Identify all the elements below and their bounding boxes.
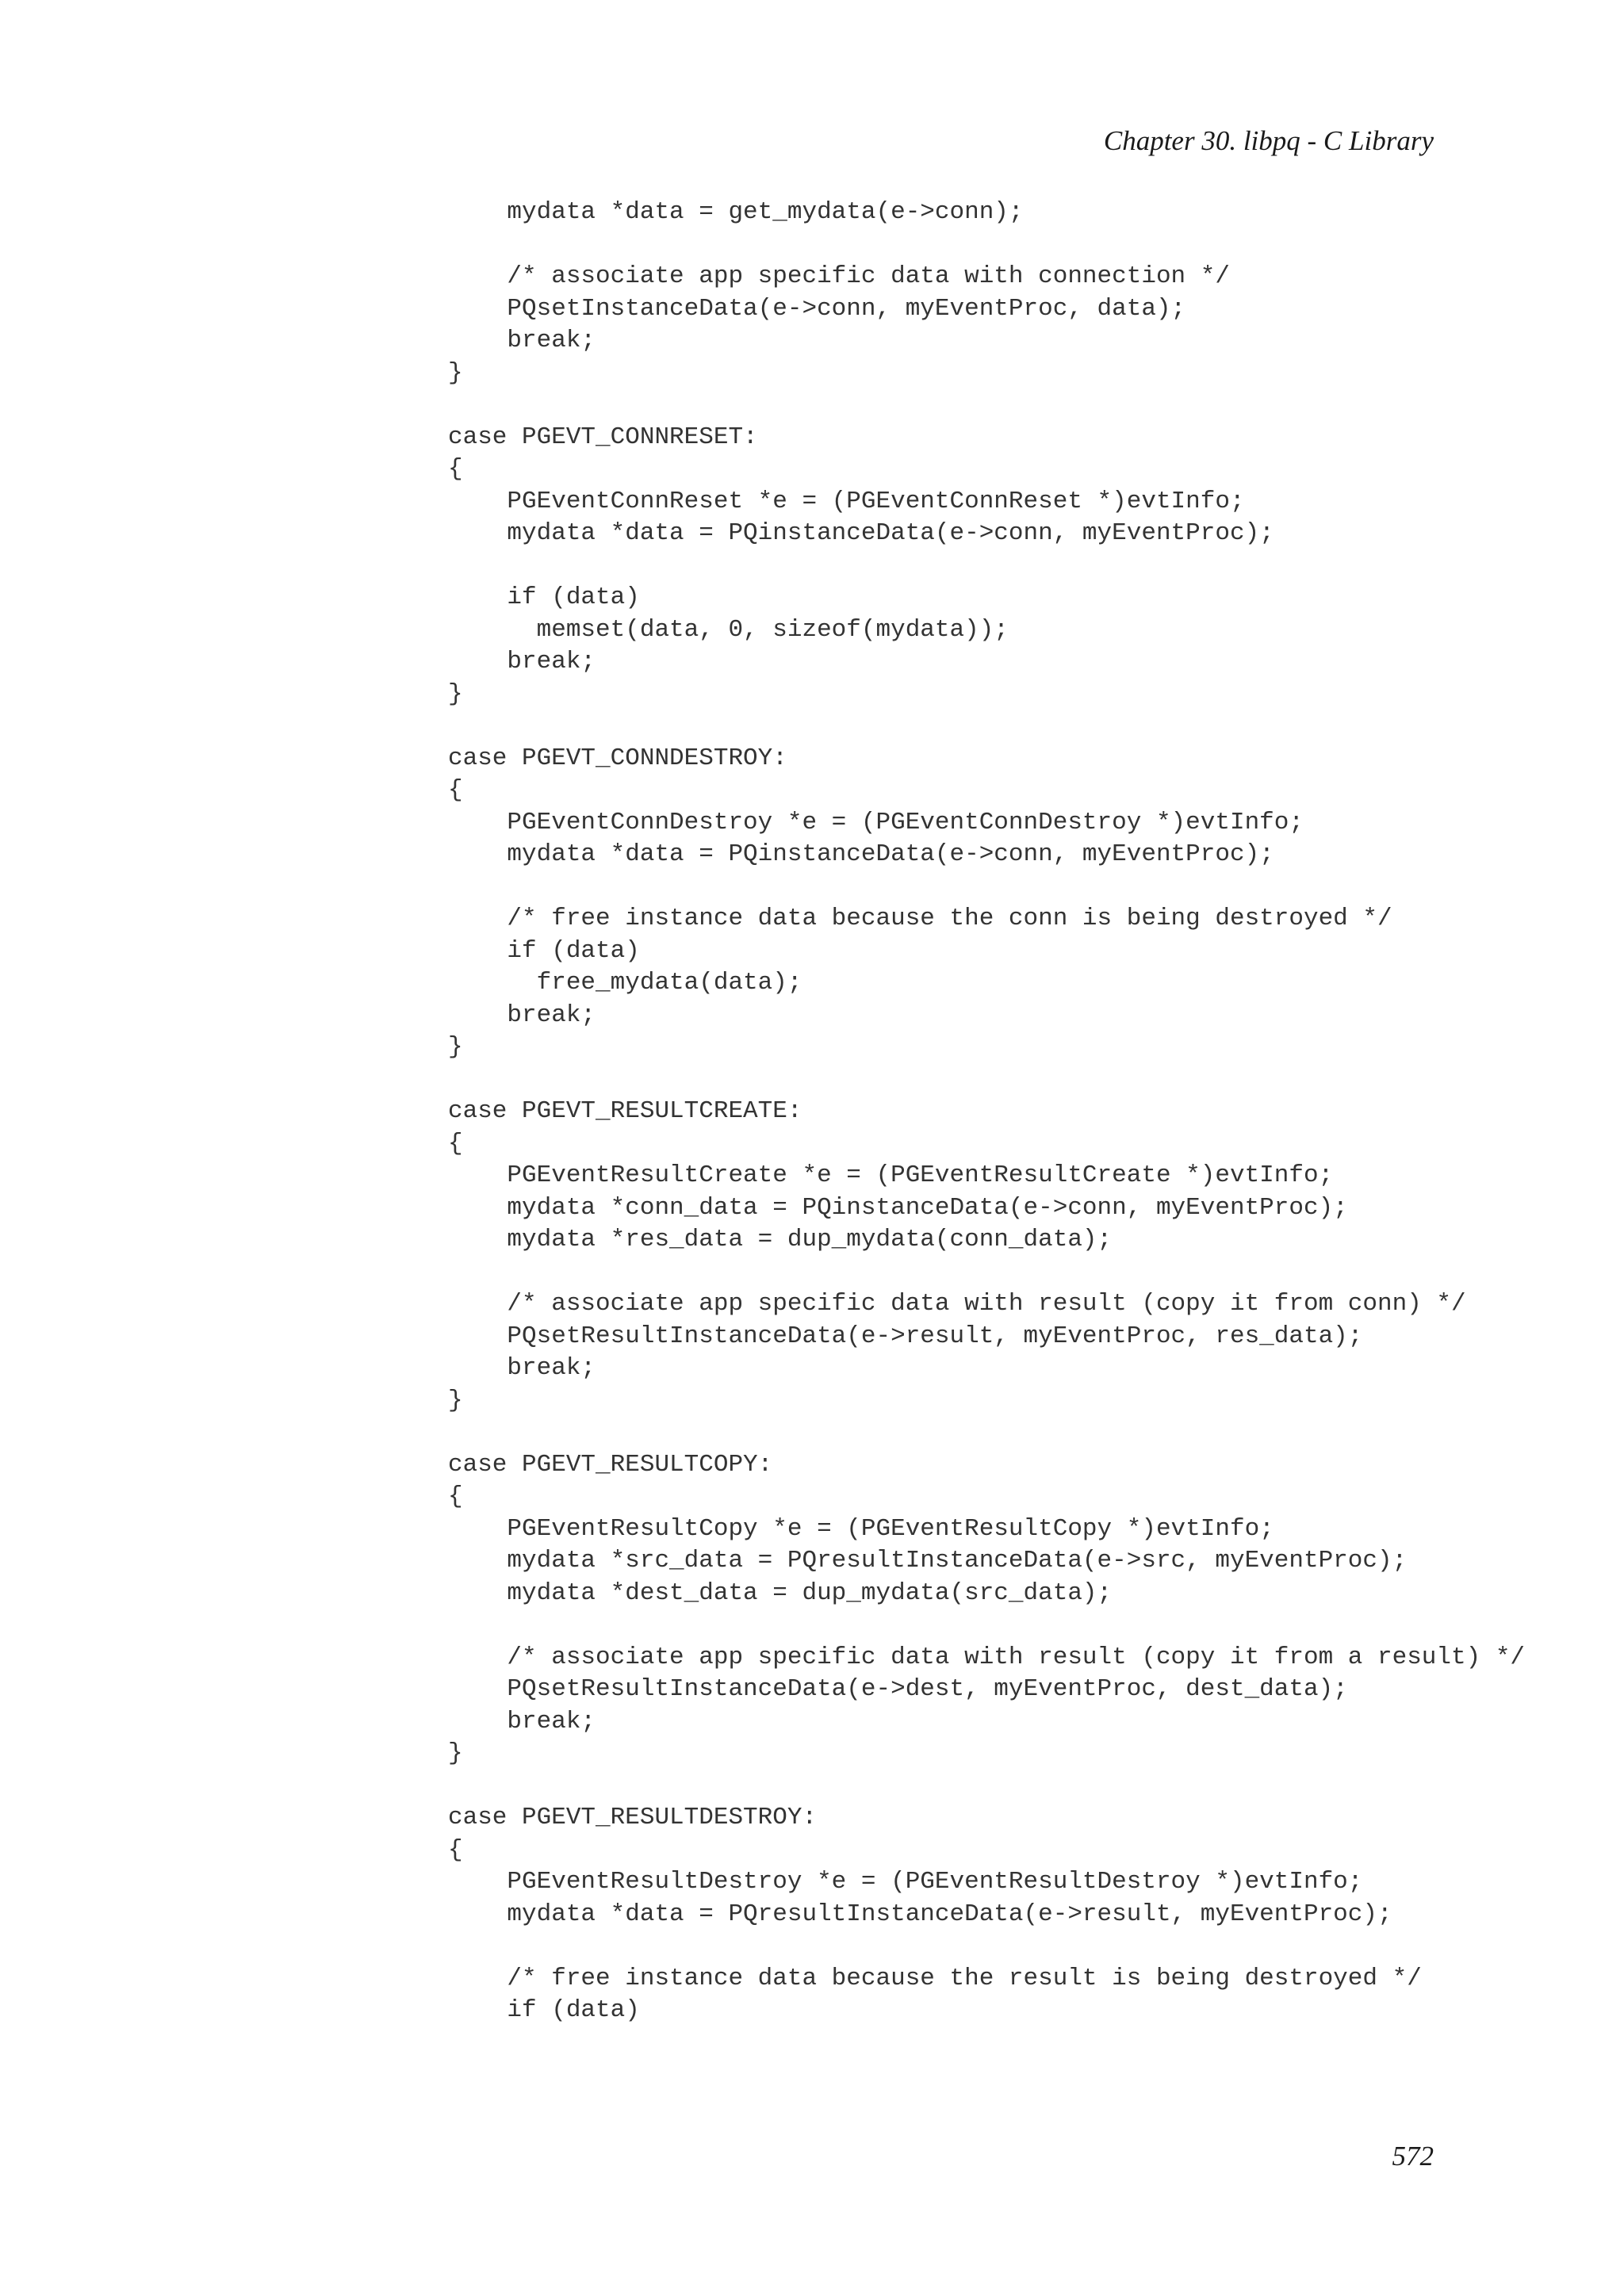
code-line: /* associate app specific data with connection */	[448, 262, 1230, 290]
code-line: memset(data, 0, sizeof(mydata));	[448, 615, 1009, 644]
code-line: mydata *data = PQinstanceData(e->conn, myEventProc);	[448, 840, 1274, 868]
chapter-running-header: Chapter 30. libpq - C Library	[1103, 125, 1434, 156]
code-line: mydata *data = PQresultInstanceData(e->result, myEventProc);	[448, 1900, 1392, 1928]
code-line: case PGEVT_CONNRESET:	[448, 423, 758, 451]
code-line: mydata *data = get_mydata(e->conn);	[448, 198, 1024, 226]
code-line: break;	[448, 648, 596, 675]
code-line	[448, 550, 1525, 583]
code-line: break;	[448, 327, 596, 354]
code-line: mydata *res_data = dup_mydata(conn_data);	[448, 1226, 1113, 1253]
code-line: case PGEVT_RESULTCREATE:	[448, 1097, 802, 1125]
code-line: {	[448, 1835, 463, 1864]
code-line: /* associate app specific data with result (copy it from a result) */	[448, 1643, 1526, 1671]
code-line: {	[448, 455, 463, 483]
code-line: PQsetResultInstanceData(e->dest, myEventProc, dest_data);	[448, 1675, 1348, 1703]
code-line: case PGEVT_CONNDESTROY:	[448, 744, 787, 772]
code-line	[448, 1064, 1525, 1096]
code-line: /* free instance data because the result is being destroyed */	[448, 1964, 1422, 1992]
code-line: if (data)	[448, 936, 640, 965]
code-line: free_mydata(data);	[448, 969, 802, 997]
code-line: /* free instance data because the conn is being destroyed */	[448, 905, 1392, 932]
code-line: case PGEVT_RESULTDESTROY:	[448, 1804, 818, 1831]
code-line: case PGEVT_RESULTCOPY:	[448, 1450, 773, 1479]
code-line: PQsetInstanceData(e->conn, myEventProc, data);	[448, 294, 1186, 323]
code-line: }	[448, 679, 463, 708]
code-line: {	[448, 776, 463, 804]
code-line	[448, 1609, 1525, 1642]
code-line	[448, 1931, 1525, 1963]
code-line	[448, 389, 1525, 422]
code-line: PGEventConnReset *e = (PGEventConnReset *)evtInfo;	[448, 487, 1245, 515]
code-line: mydata *conn_data = PQinstanceData(e->conn, myEventProc);	[448, 1193, 1348, 1222]
page-number: 572	[1392, 2141, 1434, 2172]
code-line: }	[448, 1739, 463, 1767]
code-line: PQsetResultInstanceData(e->result, myEventProc, res_data);	[448, 1322, 1363, 1350]
code-line	[448, 1417, 1525, 1449]
code-line: mydata *src_data = PQresultInstanceData(e->src, myEventProc);	[448, 1547, 1408, 1575]
code-line: {	[448, 1483, 463, 1510]
code-line: PGEventResultCreate *e = (PGEventResultCreate *)evtInfo;	[448, 1161, 1334, 1189]
code-line: break;	[448, 1707, 596, 1735]
code-line	[448, 710, 1525, 743]
code-line: if (data)	[448, 1996, 640, 2024]
code-line: break;	[448, 1001, 596, 1029]
code-line: PGEventResultCopy *e = (PGEventResultCopy *)evtInfo;	[448, 1514, 1274, 1543]
code-line	[448, 1257, 1525, 1289]
code-line	[448, 871, 1525, 904]
code-line: }	[448, 358, 463, 387]
code-line: if (data)	[448, 584, 640, 611]
code-line: /* associate app specific data with result (copy it from conn) */	[448, 1290, 1466, 1318]
code-line: mydata *dest_data = dup_mydata(src_data);	[448, 1578, 1113, 1607]
code-line: PGEventConnDestroy *e = (PGEventConnDestroy *)evtInfo;	[448, 808, 1304, 836]
code-line: }	[448, 1386, 463, 1414]
code-line: {	[448, 1129, 463, 1158]
code-line	[448, 229, 1525, 262]
code-line: PGEventResultDestroy *e = (PGEventResultDestroy *)evtInfo;	[448, 1868, 1363, 1896]
code-line: mydata *data = PQinstanceData(e->conn, myEventProc);	[448, 519, 1274, 547]
code-line	[448, 1770, 1525, 1803]
code-line: break;	[448, 1354, 596, 1382]
code-listing	[448, 197, 1525, 2027]
code-line: }	[448, 1033, 463, 1061]
